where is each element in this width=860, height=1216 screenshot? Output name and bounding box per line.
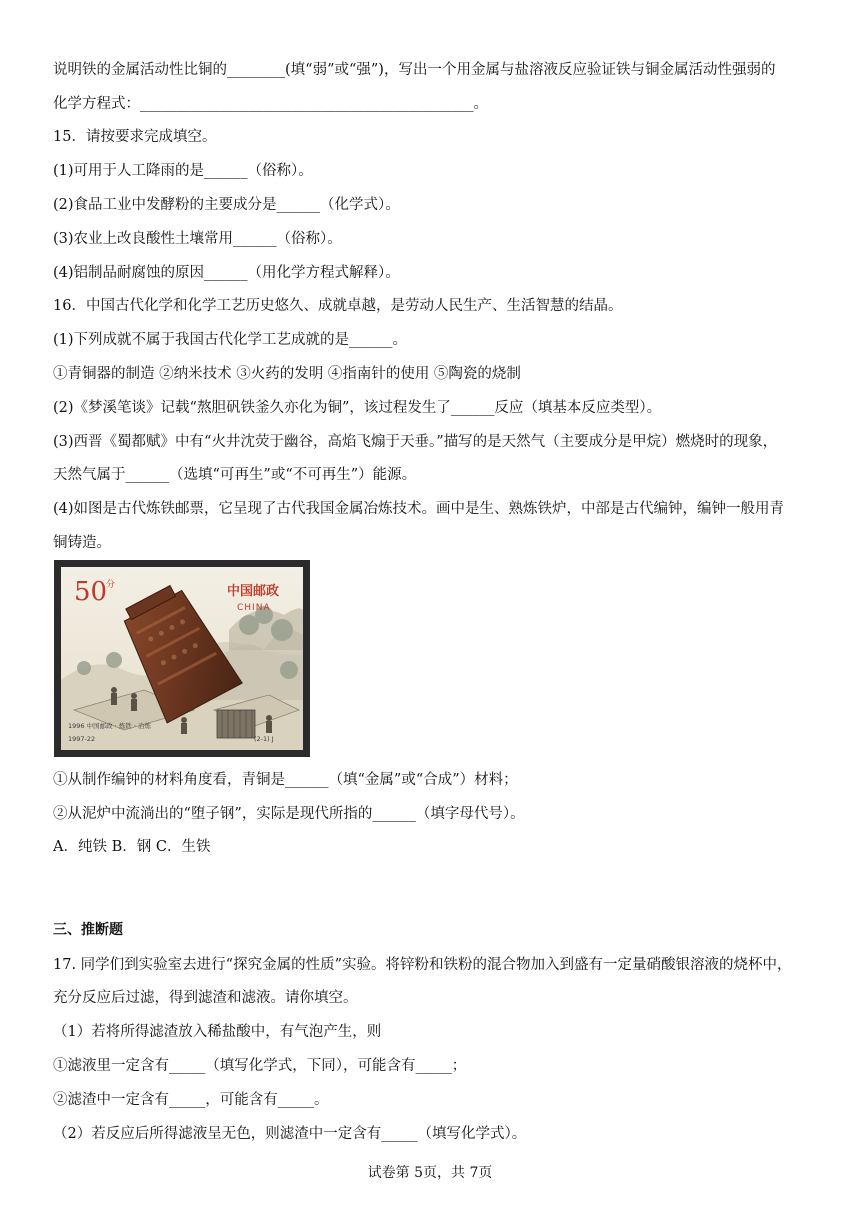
question-15-title: 15．请按要求完成填空。 bbox=[53, 129, 217, 145]
stamp-value: 50 bbox=[74, 577, 108, 607]
text-line: (2)食品工业中发酵粉的主要成分是______（化学式）。 bbox=[53, 197, 400, 213]
text-line: (4)铝制品耐腐蚀的原因______（用化学方程式解释）。 bbox=[53, 265, 400, 281]
iron-smelting-stamp-image bbox=[54, 560, 310, 757]
stamp-caption: 1996 中国邮政 · 炼铁 · 冶炼 bbox=[68, 722, 152, 730]
stamp-serial-right: (2-1) J bbox=[254, 735, 274, 743]
text-line: 充分反应后过滤，得到滤渣和滤液。请你填空。 bbox=[53, 990, 358, 1006]
text-line: (2)《梦溪笔谈》记载“熬胆矾铁釜久亦化为铜”，该过程发生了______反应（填基本反应类型）。 bbox=[53, 400, 662, 416]
text-line: 说明铁的金属活动性比铜的________(填“弱”或“强”)，写出一个用金属与盐溶液反应验证铁与铜金属活动性强弱的 bbox=[53, 62, 776, 78]
stamp-unit: 分 bbox=[106, 580, 116, 590]
text-line: ②从泥炉中流淌出的“堕子钢”，实际是现代所指的______（填字母代号）。 bbox=[53, 806, 525, 822]
text-line: 化学方程式：______________________________________________。 bbox=[53, 96, 488, 112]
text-line: (1)下列成就不属于我国古代化学工艺成就的是______。 bbox=[53, 332, 408, 348]
text-line: ②滤渣中一定含有_____，可能含有_____。 bbox=[53, 1092, 329, 1108]
text-line: （2）若反应后所得滤液呈无色，则滤渣中一定含有_____（填写化学式）。 bbox=[53, 1126, 527, 1142]
text-line: (4)如图是古代炼铁邮票，它呈现了古代我国金属冶炼技术。画中是生、熟炼铁炉，中部是古代编钟，编钟一般用青 bbox=[53, 501, 785, 517]
stamp-country: CHINA bbox=[237, 603, 271, 613]
text-line: (1)可用于人工降雨的是______（俗称）。 bbox=[53, 163, 313, 179]
text-line: ①从制作编钟的材料角度看，青铜是______（填“金属”或“合成”）材料； bbox=[53, 772, 518, 788]
text-line: (3)农业上改良酸性土壤常用______（俗称）。 bbox=[53, 231, 342, 247]
text-line: ①滤液里一定含有_____（填写化学式，下同），可能含有_____； bbox=[53, 1058, 467, 1074]
section-heading: 三、推断题 bbox=[53, 922, 123, 938]
text-line: 天然气属于______（选填“可再生”或“不可再生”）能源。 bbox=[53, 467, 417, 483]
stamp-serial-left: 1997-22 bbox=[68, 735, 96, 743]
text-line: ①青铜器的制造 ②纳米技术 ③火药的发明 ④指南针的使用 ⑤陶瓷的烧制 bbox=[53, 366, 521, 382]
question-17-title: 17. 同学们到实验室去进行“探究金属的性质”实验。将锌粉和铁粉的混合物加入到盛有一定量硝酸银溶液的烧杯中， bbox=[53, 957, 792, 973]
text-line: （1）若将所得滤渣放入稀盐酸中，有气泡产生，则 bbox=[53, 1024, 382, 1040]
text-line: 铜铸造。 bbox=[53, 535, 111, 551]
page-footer: 试卷第 5页，共 7页 bbox=[367, 1165, 493, 1181]
stamp-issuer: 中国邮政 bbox=[227, 584, 280, 599]
answer-options: A．纯铁 B．钢 C．生铁 bbox=[53, 839, 211, 855]
question-16-title: 16．中国古代化学和化学工艺历史悠久、成就卓越，是劳动人民生产、生活智慧的结晶。 bbox=[53, 298, 623, 314]
text-line: (3)西晋《蜀都赋》中有“火井沈荧于幽谷，高焰飞煽于天垂。”描写的是天然气（主要成分是甲烷）燃烧时的现象， bbox=[53, 434, 778, 450]
